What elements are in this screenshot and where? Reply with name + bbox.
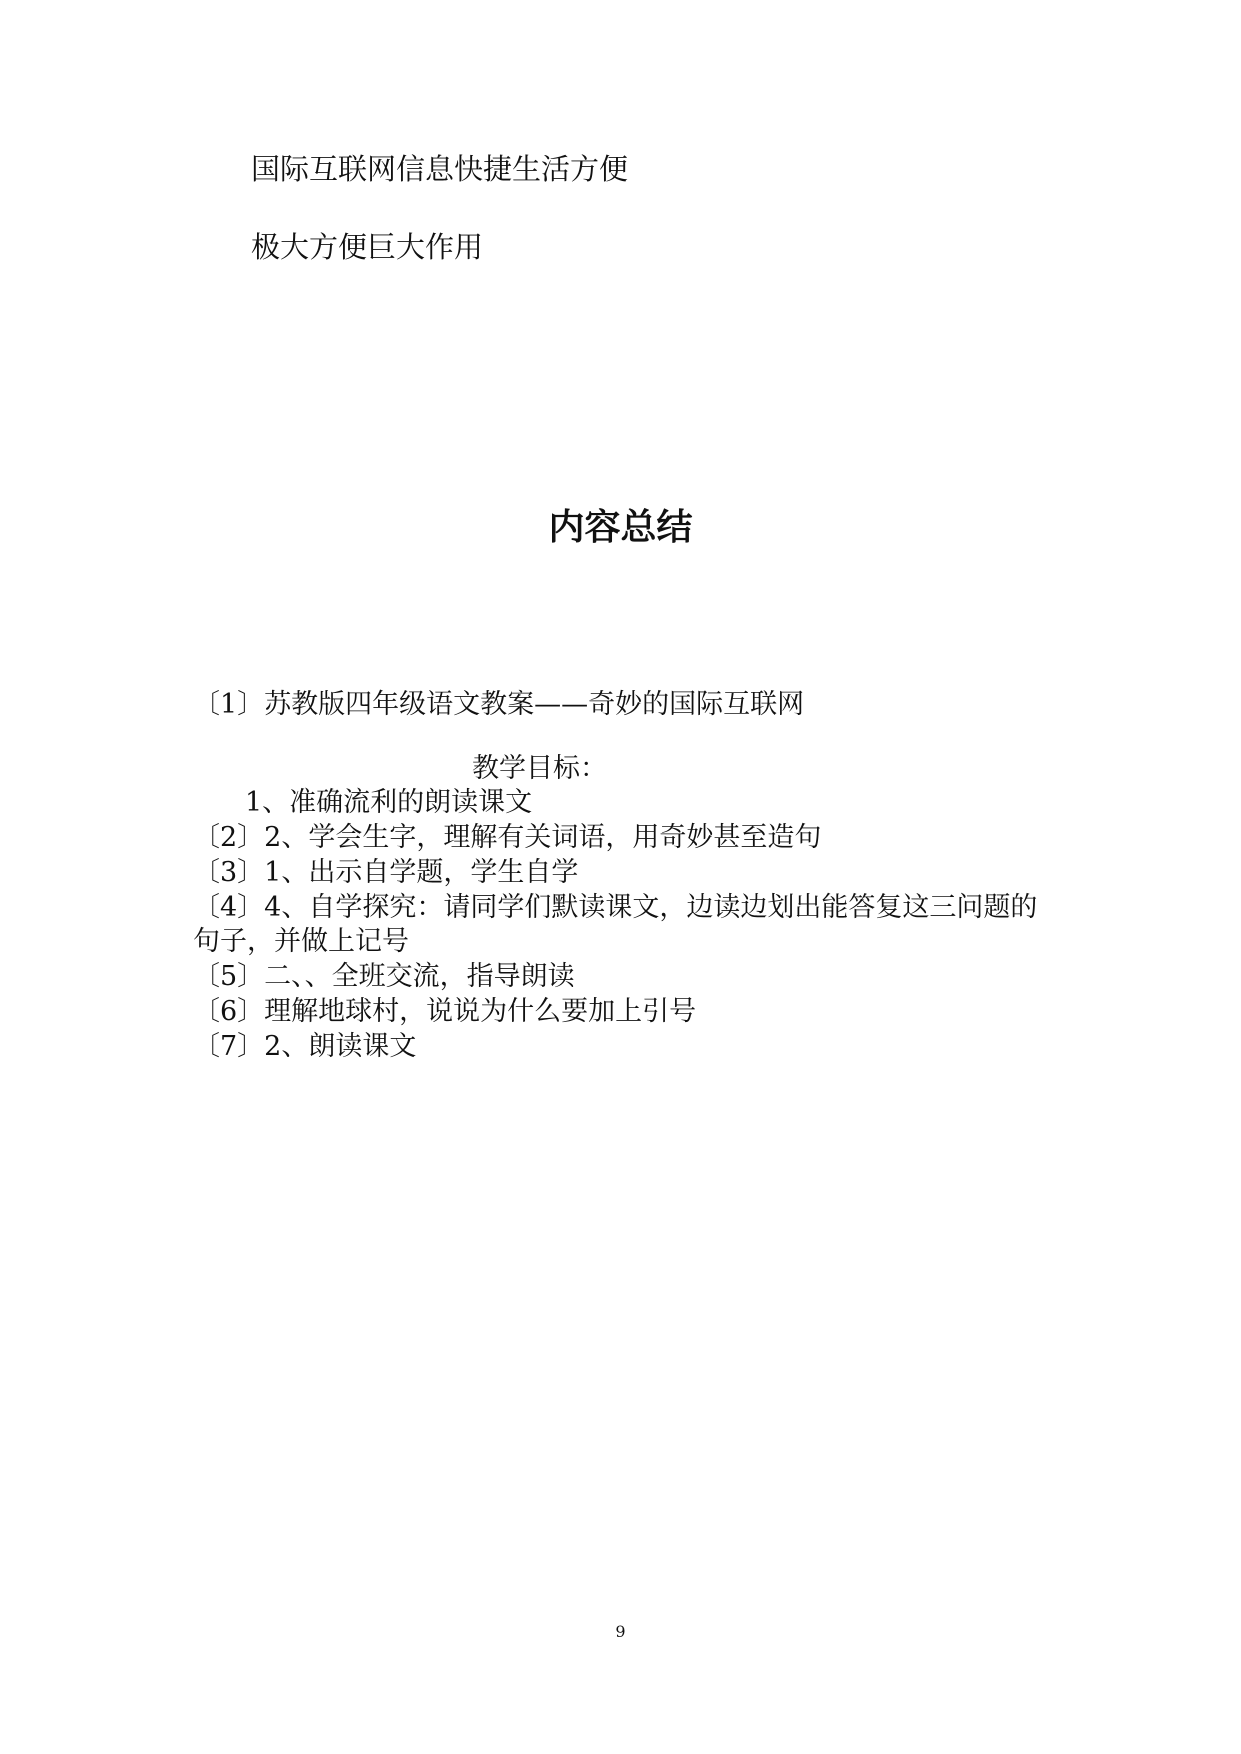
section-title: 内容总结 [548,507,693,548]
summary-item-6: 〔6〕理解地球村，说说为什么要加上引号 [193,996,697,1027]
summary-subheading: 教学目标： [472,753,607,784]
text-line-1: 国际互联网信息快捷生活方便 [251,152,629,186]
summary-item-4-continuation: 句子，并做上记号 [193,926,409,957]
summary-goal-1: 1、准确流利的朗读课文 [245,787,533,818]
summary-item-7: 〔7〕2、朗读课文 [193,1031,417,1062]
page-number: 9 [615,1622,626,1641]
summary-item-1: 〔1〕苏教版四年级语文教案——奇妙的国际互联网 [193,689,805,720]
summary-item-2: 〔2〕2、学会生字，理解有关词语，用奇妙甚至造句 [193,822,822,853]
summary-item-5: 〔5〕二、、全班交流，指导朗读 [193,961,575,992]
summary-item-4: 〔4〕4、自学探究：请同学们默读课文，边读边划出能答复这三问题的 [193,892,1038,923]
text-line-2: 极大方便巨大作用 [251,230,484,264]
summary-item-3: 〔3〕1、出示自学题，学生自学 [193,857,579,888]
